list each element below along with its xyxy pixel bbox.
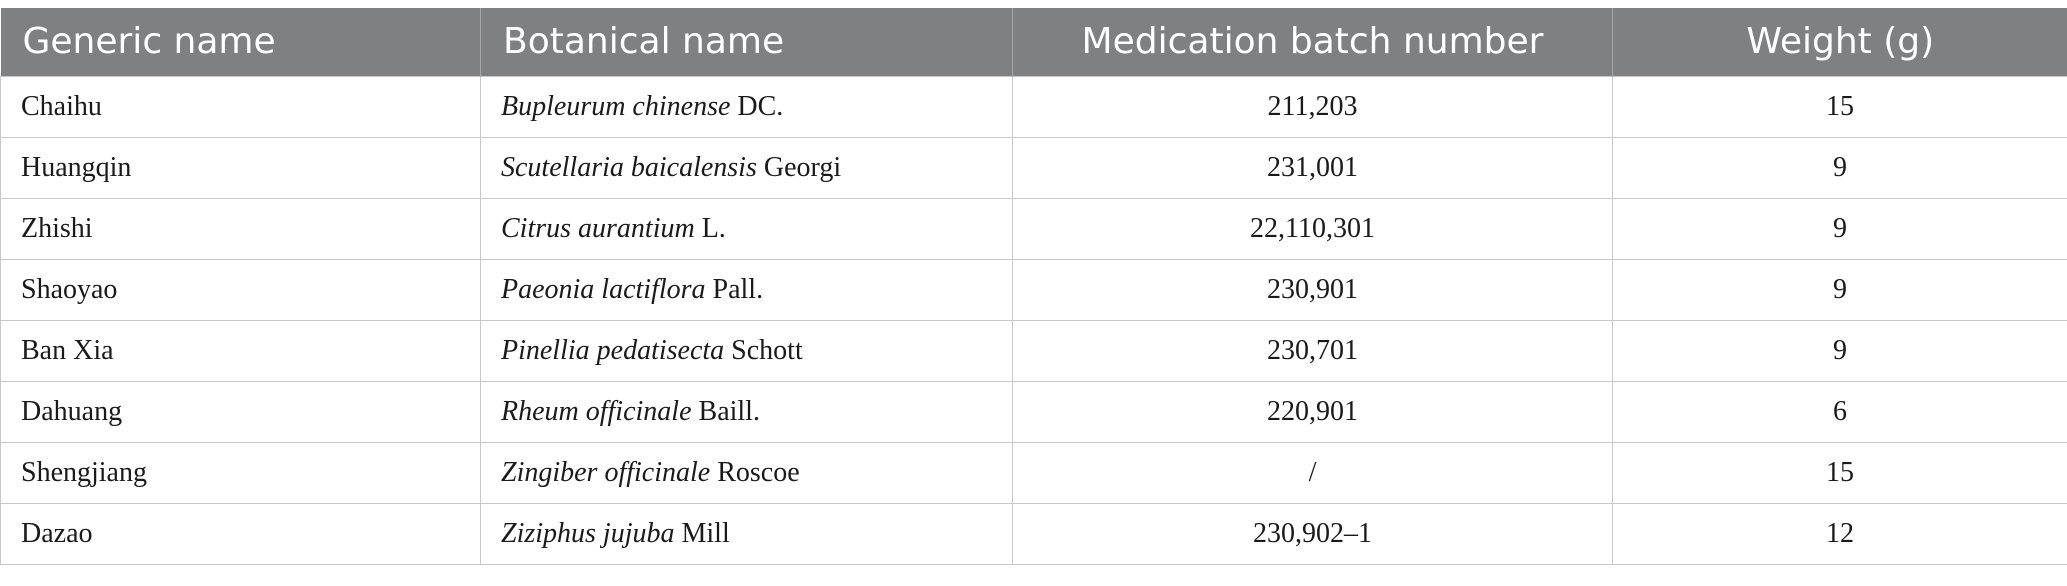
header-weight: Weight (g) <box>1613 8 2067 76</box>
herb-table <box>0 8 2067 565</box>
botanical-latin: Bupleurum chinense <box>501 90 731 122</box>
cell-weight: 12 <box>1613 503 2067 564</box>
cell-generic-name: Zhishi <box>1 198 481 259</box>
cell-botanical-name <box>481 381 1013 442</box>
table-row <box>1 137 2067 198</box>
botanical-latin: Paeonia lactiflora <box>501 273 706 305</box>
cell-generic-name: Huangqin <box>1 137 481 198</box>
cell-generic-name: Dahuang <box>1 381 481 442</box>
botanical-latin: Citrus aurantium <box>501 212 695 244</box>
cell-batch-number: 230,902–1 <box>1013 503 1613 564</box>
cell-batch-number: 231,001 <box>1013 137 1613 198</box>
cell-botanical-name <box>481 442 1013 503</box>
table-row <box>1 503 2067 564</box>
cell-generic-name: Dazao <box>1 503 481 564</box>
cell-botanical-name <box>481 198 1013 259</box>
cell-botanical-name <box>481 320 1013 381</box>
cell-batch-number: 211,203 <box>1013 76 1613 137</box>
cell-weight: 15 <box>1613 442 2067 503</box>
cell-batch-number: 220,901 <box>1013 381 1613 442</box>
header-row <box>1 8 2067 76</box>
botanical-authority: L. <box>701 212 726 244</box>
botanical-authority: Roscoe <box>717 456 800 488</box>
cell-batch-number: 22,110,301 <box>1013 198 1613 259</box>
cell-weight: 9 <box>1613 137 2067 198</box>
botanical-authority: Pall. <box>712 273 764 305</box>
cell-botanical-name <box>481 259 1013 320</box>
cell-generic-name: Chaihu <box>1 76 481 137</box>
cell-botanical-name <box>481 503 1013 564</box>
botanical-latin: Scutellaria baicalensis <box>501 151 757 183</box>
table-row <box>1 381 2067 442</box>
cell-generic-name: Shaoyao <box>1 259 481 320</box>
botanical-authority: Georgi <box>763 151 842 183</box>
cell-weight: 9 <box>1613 259 2067 320</box>
botanical-authority: Schott <box>731 334 803 366</box>
table-header <box>1 8 2067 76</box>
cell-weight: 15 <box>1613 76 2067 137</box>
cell-generic-name: Ban Xia <box>1 320 481 381</box>
botanical-authority: Baill. <box>698 395 760 427</box>
cell-weight: 6 <box>1613 381 2067 442</box>
botanical-authority: Mill <box>681 517 730 549</box>
botanical-latin: Pinellia pedatisecta <box>501 334 725 366</box>
botanical-authority: DC. <box>737 90 784 122</box>
cell-batch-number: 230,701 <box>1013 320 1613 381</box>
table-row <box>1 259 2067 320</box>
cell-weight: 9 <box>1613 198 2067 259</box>
header-generic-name: Generic name <box>1 8 481 76</box>
table-body <box>1 76 2067 564</box>
header-batch-number: Medication batch number <box>1013 8 1613 76</box>
table-row <box>1 320 2067 381</box>
cell-weight: 9 <box>1613 320 2067 381</box>
botanical-latin: Ziziphus jujuba <box>501 517 675 549</box>
table-row <box>1 198 2067 259</box>
table-row <box>1 76 2067 137</box>
table-row <box>1 442 2067 503</box>
botanical-latin: Zingiber officinale <box>501 456 711 488</box>
cell-botanical-name <box>481 137 1013 198</box>
cell-batch-number: / <box>1013 442 1613 503</box>
cell-generic-name: Shengjiang <box>1 442 481 503</box>
botanical-latin: Rheum officinale <box>501 395 692 427</box>
herb-table-container <box>0 8 2067 565</box>
cell-batch-number: 230,901 <box>1013 259 1613 320</box>
cell-botanical-name <box>481 76 1013 137</box>
header-botanical-name: Botanical name <box>481 8 1013 76</box>
